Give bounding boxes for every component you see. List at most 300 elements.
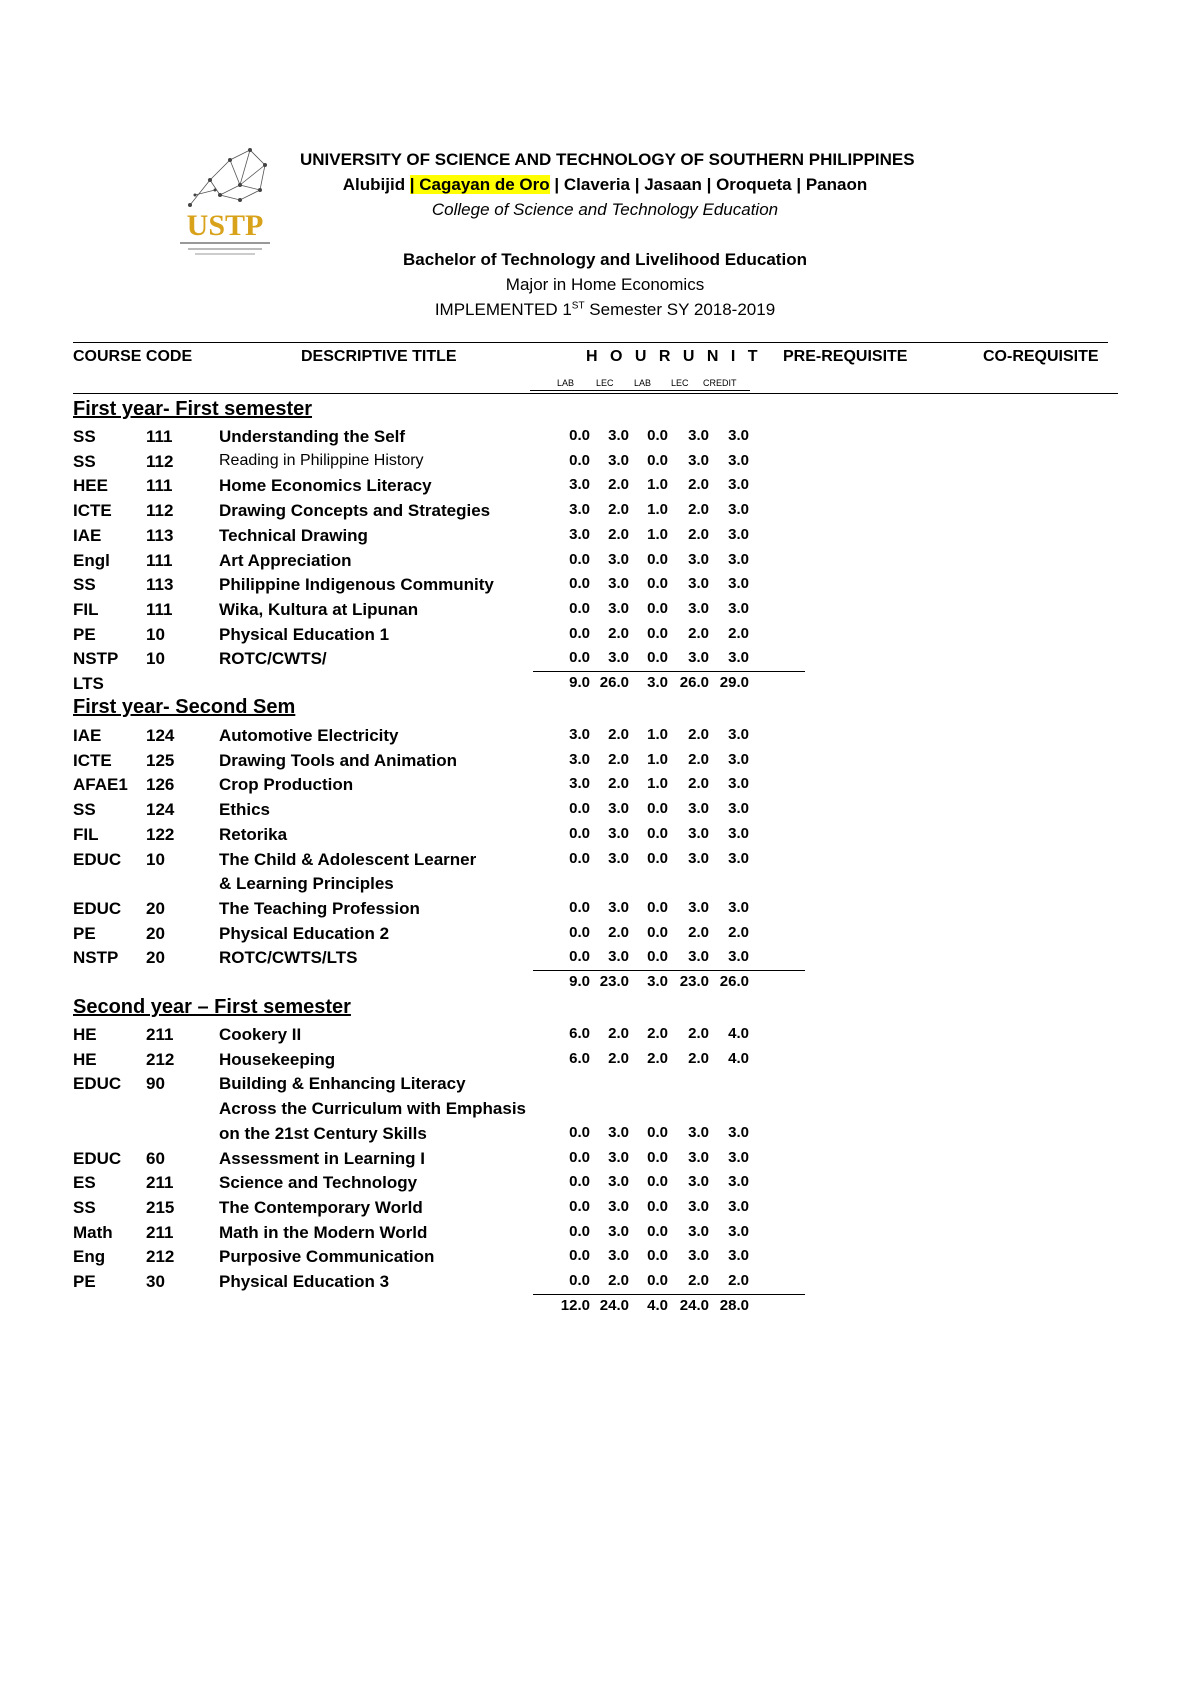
sub-lec: LEC — [596, 378, 614, 388]
lec-hours: 2.0 — [608, 501, 629, 519]
lab-units: 2.0 — [647, 1049, 668, 1067]
lab-hours: 0.0 — [569, 599, 590, 617]
credit-units: 3.0 — [728, 525, 749, 543]
total-lab-hours: 12.0 — [560, 1296, 590, 1314]
course-title: Cookery II — [219, 1025, 302, 1044]
sub-credit: CREDIT — [703, 378, 737, 388]
lec-units: 3.0 — [688, 575, 709, 593]
course-row — [73, 924, 813, 948]
course-title: The Contemporary World — [219, 1197, 423, 1217]
lab-hours: 3.0 — [569, 775, 590, 793]
lec-units: 2.0 — [688, 775, 709, 793]
lab-hours: 0.0 — [569, 1148, 590, 1166]
semester-heading: First year- Second Sem — [73, 696, 296, 718]
lec-units: 2.0 — [688, 476, 709, 494]
course-code: ES — [73, 1173, 96, 1193]
campus-list: Alubijid | Cagayan de Oro | Claveria | Jasaan | Oroqueta | Panaon — [342, 175, 868, 194]
lec-hours: 3.0 — [608, 649, 629, 667]
course-row — [73, 948, 813, 972]
lab-hours: 0.0 — [569, 575, 590, 593]
lab-hours: 0.0 — [569, 1272, 590, 1289]
lec-hours: 2.0 — [608, 1272, 629, 1289]
lec-units: 3.0 — [688, 1247, 709, 1265]
lab-units: 0.0 — [647, 550, 668, 568]
lec-units: 3.0 — [688, 550, 709, 568]
total-credit-units: 29.0 — [719, 674, 749, 691]
lab-hours: 0.0 — [569, 898, 590, 916]
lec-units: 3.0 — [688, 849, 709, 867]
course-code: Math — [73, 1222, 113, 1242]
lab-units: 0.0 — [647, 1247, 668, 1265]
course-row — [73, 899, 813, 923]
course-row — [73, 1272, 813, 1296]
lec-hours: 3.0 — [608, 1247, 629, 1265]
course-code: AFAE1 — [73, 775, 128, 795]
lab-units: 1.0 — [647, 775, 668, 793]
lab-hours: 0.0 — [569, 923, 590, 941]
total-lab-units: 4.0 — [647, 1296, 668, 1314]
lab-hours: 6.0 — [569, 1049, 590, 1067]
course-row — [73, 726, 813, 750]
total-lab-hours: 9.0 — [569, 674, 590, 691]
course-title: Science and Technology — [219, 1173, 418, 1193]
lab-units: 0.0 — [647, 1173, 668, 1191]
course-row — [73, 476, 813, 500]
lec-hours: 3.0 — [608, 427, 629, 444]
course-title: Ethics — [219, 800, 271, 820]
lab-units: 0.0 — [647, 1148, 668, 1166]
credit-units: 3.0 — [728, 898, 749, 916]
course-row — [73, 800, 813, 824]
lab-units: 0.0 — [647, 575, 668, 593]
course-number: 60 — [146, 1148, 165, 1168]
lec-units: 2.0 — [688, 750, 709, 768]
lec-hours: 2.0 — [608, 775, 629, 793]
sub-lab: LAB — [634, 378, 652, 388]
course-row — [73, 526, 813, 550]
course-title: ROTC/CWTS/ — [219, 649, 327, 669]
total-lec-hours: 26.0 — [599, 674, 629, 691]
course-number: 111 — [146, 476, 173, 496]
course-row — [73, 1124, 813, 1148]
course-row — [73, 1198, 813, 1222]
course-number: 10 — [146, 649, 165, 669]
lab-units: 0.0 — [647, 451, 668, 469]
col-corequisite: CO-REQUISITE — [983, 348, 1099, 365]
lec-hours: 3.0 — [608, 824, 629, 842]
course-title: Drawing Tools and Animation — [219, 750, 457, 770]
course-code: LTS — [73, 674, 104, 693]
lab-hours: 0.0 — [569, 1222, 590, 1240]
sub-lab: LAB — [557, 378, 575, 388]
lab-units: 2.0 — [647, 1025, 668, 1042]
course-number: 124 — [146, 800, 175, 820]
course-row — [73, 427, 813, 451]
credit-units: 3.0 — [728, 726, 749, 743]
course-row — [73, 850, 813, 874]
course-code: PE — [73, 624, 96, 644]
course-title: Wika, Kultura at Lipunan — [219, 599, 419, 619]
course-code: NSTP — [73, 649, 119, 669]
lab-units: 0.0 — [647, 800, 668, 818]
course-title: The Child & Adolescent Learner — [219, 849, 477, 869]
lab-hours: 0.0 — [569, 849, 590, 867]
lec-units: 3.0 — [688, 800, 709, 818]
lec-units: 3.0 — [688, 1173, 709, 1191]
lec-units: 3.0 — [688, 599, 709, 617]
course-code: IAE — [73, 525, 102, 545]
lab-hours: 0.0 — [569, 824, 590, 842]
course-number: 10 — [146, 624, 165, 644]
lec-hours: 3.0 — [608, 948, 629, 966]
credit-units: 3.0 — [728, 599, 749, 617]
course-number: 211 — [146, 1025, 174, 1044]
course-row — [73, 1074, 813, 1098]
credit-units: 3.0 — [728, 550, 749, 568]
subhead-rule — [530, 390, 750, 391]
course-title: Crop Production — [219, 775, 354, 795]
lec-units: 3.0 — [688, 948, 709, 966]
lec-hours: 3.0 — [608, 1197, 629, 1215]
credit-units: 3.0 — [728, 849, 749, 867]
lab-units: 1.0 — [647, 501, 668, 519]
lab-units: 0.0 — [647, 427, 668, 444]
header-rule-bottom — [73, 393, 1118, 394]
total-lec-hours: 23.0 — [599, 973, 629, 990]
lab-hours: 0.0 — [569, 1123, 590, 1141]
lab-units: 0.0 — [647, 1197, 668, 1215]
lab-hours: 3.0 — [569, 476, 590, 494]
course-title: Philippine Indigenous Community — [219, 575, 494, 595]
credit-units: 3.0 — [728, 1197, 749, 1215]
total-lec-units: 23.0 — [679, 973, 709, 990]
total-lab-units: 3.0 — [647, 674, 668, 691]
lec-units: 3.0 — [688, 898, 709, 916]
course-title: Purposive Communication — [219, 1247, 435, 1267]
credit-units: 4.0 — [728, 1049, 749, 1067]
lec-hours: 2.0 — [608, 923, 629, 941]
course-title: Drawing Concepts and Strategies — [219, 501, 491, 521]
lec-units: 3.0 — [688, 1222, 709, 1240]
course-row — [73, 575, 813, 599]
course-code: NSTP — [73, 948, 119, 968]
course-number: 212 — [146, 1247, 175, 1267]
course-row — [73, 874, 813, 898]
course-code: ICTE — [73, 501, 112, 521]
course-number: 122 — [146, 824, 175, 844]
course-title: The Teaching Profession — [219, 898, 420, 918]
course-row — [73, 1223, 813, 1247]
course-title: Automotive Electricity — [219, 726, 399, 745]
lec-units: 2.0 — [688, 1272, 709, 1289]
course-title: Assessment in Learning I — [219, 1148, 425, 1168]
course-title: Building & Enhancing Literacy — [219, 1074, 466, 1094]
total-lec-units: 24.0 — [679, 1296, 709, 1314]
lec-hours: 3.0 — [608, 1173, 629, 1191]
course-code: EDUC — [73, 849, 122, 869]
course-row — [73, 775, 813, 799]
course-row — [73, 649, 813, 673]
lab-units: 0.0 — [647, 1272, 668, 1289]
svg-text:USTP: USTP — [186, 209, 264, 242]
lec-hours: 2.0 — [608, 726, 629, 743]
course-code: ICTE — [73, 750, 112, 770]
credit-units: 3.0 — [728, 1222, 749, 1240]
credit-units: 3.0 — [728, 775, 749, 793]
lec-hours: 3.0 — [608, 800, 629, 818]
lab-hours: 0.0 — [569, 800, 590, 818]
course-number: 111 — [146, 427, 173, 446]
course-code: Engl — [73, 550, 110, 570]
major-name: Major in Home Economics — [505, 275, 705, 294]
lab-units: 0.0 — [647, 624, 668, 642]
lab-hours: 0.0 — [569, 1247, 590, 1265]
course-code: HEE — [73, 476, 108, 496]
lab-hours: 3.0 — [569, 525, 590, 543]
course-number: 126 — [146, 775, 175, 795]
course-title: Understanding the Self — [219, 427, 406, 446]
course-title: ROTC/CWTS/LTS — [219, 948, 358, 968]
lec-units: 3.0 — [688, 427, 709, 444]
course-number: 113 — [146, 575, 174, 595]
lab-hours: 3.0 — [569, 501, 590, 519]
implemented-line: IMPLEMENTED 1ST Semester SY 2018-2019 — [434, 300, 776, 319]
credit-units: 3.0 — [728, 575, 749, 593]
lec-hours: 2.0 — [608, 624, 629, 642]
course-row — [73, 1173, 813, 1197]
lab-units: 0.0 — [647, 923, 668, 941]
course-code: HE — [73, 1049, 97, 1069]
credit-units: 3.0 — [728, 750, 749, 768]
course-row — [73, 1247, 813, 1271]
lab-units: 0.0 — [647, 1123, 668, 1141]
course-number: 10 — [146, 849, 165, 869]
course-code: EDUC — [73, 1148, 122, 1168]
course-code: SS — [73, 800, 96, 820]
lec-hours: 2.0 — [608, 750, 629, 768]
campus-highlight: | Cagayan de Oro — [409, 175, 550, 194]
university-name: UNIVERSITY OF SCIENCE AND TECHNOLOGY OF SOUTHERN PHILIPPINES — [300, 150, 915, 169]
lec-hours: 2.0 — [608, 1049, 629, 1067]
course-code: EDUC — [73, 1074, 122, 1094]
lab-units: 0.0 — [647, 898, 668, 916]
credit-units: 2.0 — [728, 923, 749, 941]
course-code: SS — [73, 427, 96, 446]
ustp-logo — [170, 140, 285, 260]
lab-hours: 0.0 — [569, 1173, 590, 1191]
course-title: Retorika — [219, 824, 288, 844]
total-credit-units: 28.0 — [719, 1296, 749, 1314]
lab-hours: 0.0 — [569, 649, 590, 667]
semester-heading: First year- First semester — [73, 398, 313, 420]
credit-units: 3.0 — [728, 501, 749, 519]
course-row — [73, 1025, 813, 1049]
lec-units: 3.0 — [688, 451, 709, 469]
course-number: 112 — [146, 451, 174, 471]
course-number: 90 — [146, 1074, 165, 1094]
lab-units: 0.0 — [647, 649, 668, 667]
course-code: SS — [73, 1197, 96, 1217]
lec-units: 3.0 — [688, 649, 709, 667]
lec-units: 3.0 — [688, 1197, 709, 1215]
credit-units: 3.0 — [728, 649, 749, 667]
course-number: 20 — [146, 923, 165, 943]
lec-hours: 2.0 — [608, 525, 629, 543]
sub-lec: LEC — [671, 378, 689, 388]
course-number: 125 — [146, 750, 175, 770]
col-descriptive-title: DESCRIPTIVE TITLE — [301, 348, 457, 365]
lec-units: 2.0 — [688, 501, 709, 519]
course-title: Math in the Modern World — [219, 1222, 428, 1242]
credit-units: 3.0 — [728, 948, 749, 966]
course-number: 211 — [146, 1222, 174, 1242]
lab-units: 0.0 — [647, 849, 668, 867]
lab-units: 1.0 — [647, 726, 668, 743]
credit-units: 3.0 — [728, 800, 749, 818]
course-row — [73, 625, 813, 649]
lec-units: 3.0 — [688, 1148, 709, 1166]
course-number: 215 — [146, 1197, 175, 1217]
lec-hours: 3.0 — [608, 898, 629, 916]
course-row — [73, 551, 813, 575]
credit-units: 2.0 — [728, 1272, 749, 1289]
course-row — [73, 600, 813, 624]
course-number: 111 — [146, 599, 173, 619]
program-name: Bachelor of Technology and Livelihood Education — [403, 250, 807, 269]
course-code: Eng — [73, 1247, 106, 1267]
lec-hours: 2.0 — [608, 1025, 629, 1042]
course-row — [73, 825, 813, 849]
lab-hours: 3.0 — [569, 750, 590, 768]
course-code: HE — [73, 1025, 97, 1044]
course-title: Across the Curriculum with Emphasis — [219, 1099, 527, 1119]
course-number: 30 — [146, 1272, 165, 1291]
course-code: FIL — [73, 599, 99, 619]
course-number: 113 — [146, 525, 174, 545]
lec-units: 2.0 — [688, 624, 709, 642]
col-course-code: COURSE CODE — [73, 348, 193, 365]
total-lab-units: 3.0 — [647, 973, 668, 990]
header-rule-top — [73, 342, 1108, 343]
course-title: Technical Drawing — [219, 525, 368, 545]
total-lec-hours: 24.0 — [599, 1296, 629, 1314]
course-number: 20 — [146, 898, 165, 918]
lec-units: 3.0 — [688, 824, 709, 842]
course-code: PE — [73, 923, 96, 943]
course-number: 124 — [146, 726, 175, 745]
credit-units: 3.0 — [728, 1123, 749, 1141]
course-row — [73, 1149, 813, 1173]
semester-total-row — [73, 1297, 813, 1321]
course-row — [73, 1099, 813, 1123]
lec-hours: 2.0 — [608, 476, 629, 494]
lec-units: 2.0 — [688, 1025, 709, 1042]
course-title: & Learning Principles — [219, 874, 394, 894]
lab-hours: 6.0 — [569, 1025, 590, 1042]
lab-units: 0.0 — [647, 1222, 668, 1240]
credit-units: 3.0 — [728, 1173, 749, 1191]
lec-hours: 3.0 — [608, 451, 629, 469]
credit-units: 3.0 — [728, 427, 749, 444]
course-code: FIL — [73, 824, 99, 844]
semester-total-row — [73, 674, 813, 698]
credit-units: 3.0 — [728, 1247, 749, 1265]
credit-units: 3.0 — [728, 1148, 749, 1166]
total-credit-units: 26.0 — [719, 973, 749, 990]
course-title: Housekeeping — [219, 1049, 336, 1069]
lec-hours: 3.0 — [608, 1222, 629, 1240]
lec-hours: 3.0 — [608, 575, 629, 593]
course-number: 20 — [146, 948, 165, 968]
semester-total-row — [73, 973, 813, 997]
lab-units: 0.0 — [647, 599, 668, 617]
course-title: Physical Education 1 — [219, 624, 390, 644]
lab-hours: 0.0 — [569, 451, 590, 469]
credit-units: 3.0 — [728, 476, 749, 494]
semester-heading: Second year – First semester — [73, 996, 351, 1018]
course-title: Art Appreciation — [219, 550, 352, 570]
lec-hours: 3.0 — [608, 1123, 629, 1141]
course-row — [73, 1050, 813, 1074]
course-number: 111 — [146, 550, 173, 570]
total-lab-hours: 9.0 — [569, 973, 590, 990]
course-title: Physical Education 3 — [219, 1272, 390, 1291]
course-code: IAE — [73, 726, 102, 745]
lab-hours: 0.0 — [569, 948, 590, 966]
course-code: SS — [73, 575, 96, 595]
total-lec-units: 26.0 — [679, 674, 709, 691]
course-code: EDUC — [73, 898, 122, 918]
course-title: Home Economics Literacy — [219, 476, 432, 496]
credit-units: 4.0 — [728, 1025, 749, 1042]
lab-hours: 0.0 — [569, 550, 590, 568]
lab-hours: 0.0 — [569, 427, 590, 444]
credit-units: 3.0 — [728, 824, 749, 842]
course-title: on the 21st Century Skills — [219, 1123, 427, 1143]
credit-units: 3.0 — [728, 451, 749, 469]
lec-hours: 3.0 — [608, 599, 629, 617]
course-code: PE — [73, 1272, 96, 1291]
lab-hours: 3.0 — [569, 726, 590, 743]
lec-hours: 3.0 — [608, 849, 629, 867]
credit-units: 2.0 — [728, 624, 749, 642]
lec-hours: 3.0 — [608, 550, 629, 568]
lab-units: 1.0 — [647, 750, 668, 768]
lab-hours: 0.0 — [569, 624, 590, 642]
col-hour-unit: H O U R U N I T — [586, 348, 762, 365]
lec-hours: 3.0 — [608, 1148, 629, 1166]
lec-units: 2.0 — [688, 726, 709, 743]
course-row — [73, 501, 813, 525]
course-title: Physical Education 2 — [219, 923, 390, 943]
course-row — [73, 751, 813, 775]
lab-hours: 0.0 — [569, 1197, 590, 1215]
lec-units: 2.0 — [688, 1049, 709, 1067]
lab-units: 1.0 — [647, 476, 668, 494]
course-number: 211 — [146, 1173, 174, 1193]
course-code: SS — [73, 451, 96, 471]
lab-units: 0.0 — [647, 824, 668, 842]
lec-units: 3.0 — [688, 1123, 709, 1141]
col-prerequisite: PRE-REQUISITE — [783, 348, 908, 365]
lab-units: 1.0 — [647, 525, 668, 543]
lec-units: 2.0 — [688, 923, 709, 941]
college-name: College of Science and Technology Education — [431, 200, 779, 219]
course-number: 112 — [146, 501, 174, 521]
course-number: 212 — [146, 1049, 175, 1069]
course-title: Reading in Philippine History — [219, 451, 424, 469]
lec-units: 2.0 — [688, 525, 709, 543]
